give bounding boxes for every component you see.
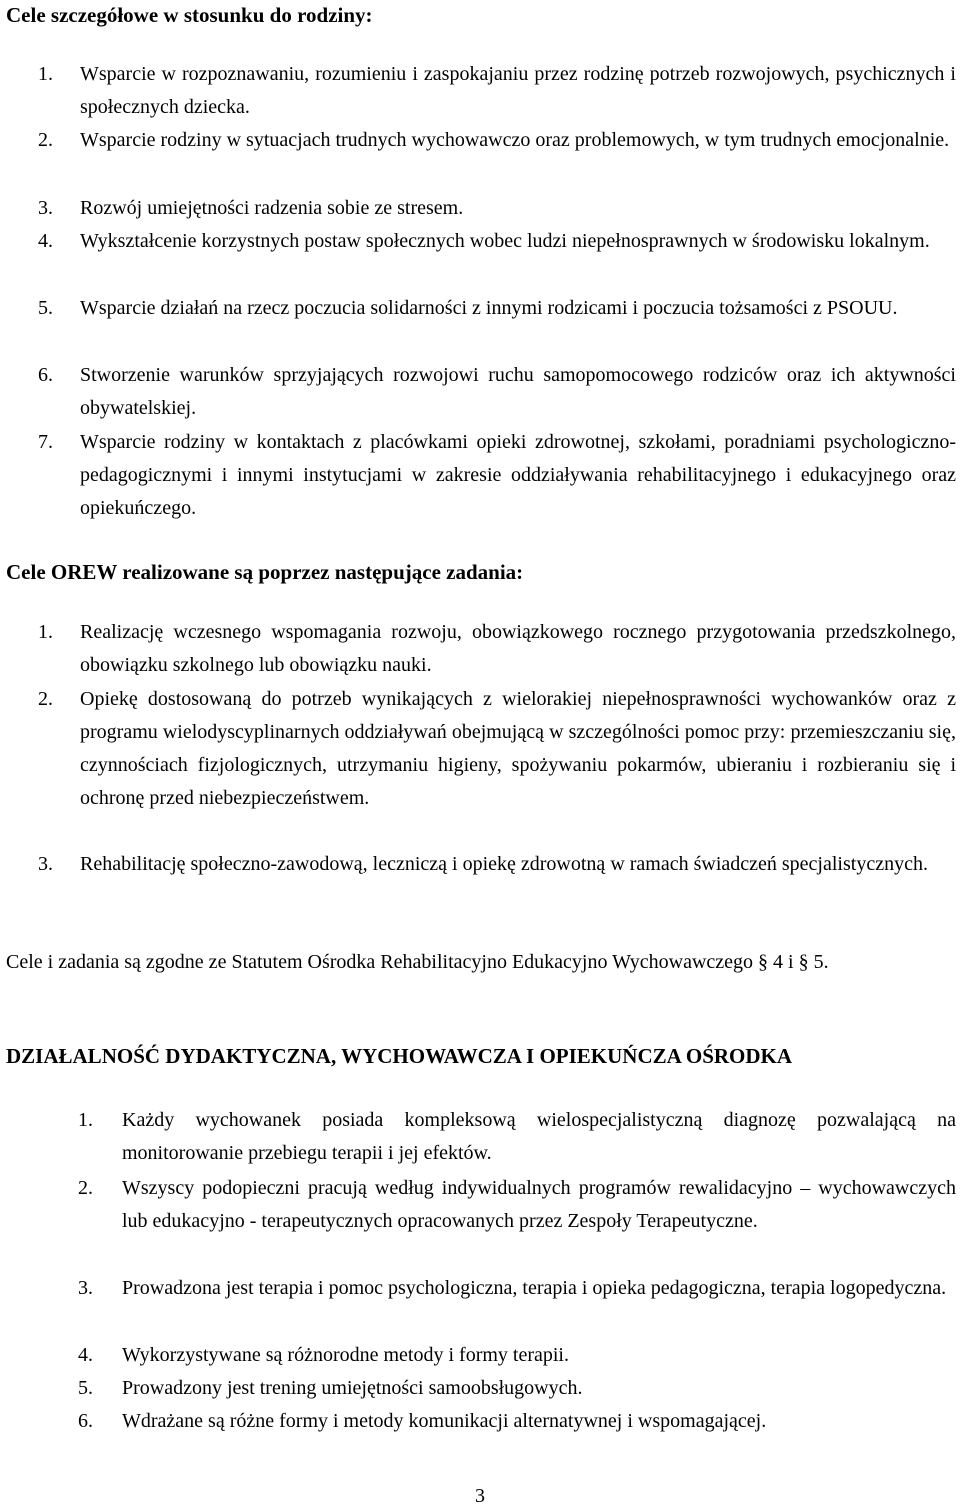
page-number: 3 xyxy=(475,1485,485,1507)
section-heading-family-goals: Cele szczegółowe w stosunku do rodziny: xyxy=(6,3,373,27)
section-heading-tasks: Cele OREW realizowane są poprzez następujące zadania: xyxy=(6,560,524,584)
section-heading-activity: DZIAŁALNOŚĆ DYDAKTYCZNA, WYCHOWAWCZA I OPIEKUŃCZA OŚRODKA xyxy=(6,1044,793,1068)
document-page: Cele szczegółowe w stosunku do rodziny: 1. Wsparcie w rozpoznawaniu, rozumieniu i zaspokajaniu przez rodzinę potrzeb rozwojowych, psychicznych i społecznych dziecka. 2. Wsparcie rodziny w sytuacjach trudnych wychowawczo oraz problemowych, w tym trudnych emocjonalnie. 3. Rozwój umiejętności radzenia sobie ze stresem. 4. Wykształcenie korzystnych postaw społecznych wobec ludzi niepełnosprawnych w środowisku lokalnym. 5. Wsparcie działań na rzecz poczucia solidarności z innymi rodzicami i poczucia tożsamości z PSOUU. 6. Stworzenie warunków sprzyjających rozwojowi ruchu samopomocowego rodziców oraz ich aktywności obywatelskiej. 7. Wsparcie rodziny w kontaktach z placówkami opieki zdrowotnej, szkołami, poradniami psychologiczno-pedagogicznymi i innymi instytucjami w zakresie oddziaływania rehabilitacyjnego i edukacyjnego oraz opiekuńczego. Cele OREW realizowane są poprzez następujące zadania: 1. Realizację wczesnego wspomagania rozwoju, obowiązkowego rocznego przygotowania przedszkolnego, obowiązku szkolnego lub obowiązku nauki. 2. Opiekę dostosowaną do potrzeb wynikających z wielorakiej niepełnosprawności wychowanków oraz z programu wielodyscyplinarnych oddziaływań obejmującą w szczególności pomoc przy: przemieszczaniu się, czynnościach fizjologicznych, utrzymaniu higieny, spożywaniu pokarmów, ubieraniu i rozbieraniu się i ochronę przed niebezpieczeństwem. 3. Rehabilitację społeczno-zawodową, leczniczą i opiekę zdrowotną w ramach świadczeń specjalistycznych. Cele i zadania są zgodne ze Statutem Ośrodka Rehabilitacyjno Edukacyjno Wychowawczego § 4 i § 5. DZIAŁALNOŚĆ DYDAKTYCZNA, WYCHOWAWCZA I OPIEKUŃCZA OŚRODKA 1. Każdy wychowanek posiada kompleksową wielospecjalistyczną diagnozę pozwalającą na monitorowanie przebiegu terapii i jej efektów. 2. Wszyscy podopieczni pracują według indywidualnych programów rewalidacyjno – wychowawczych lub edukacyjno - terapeutycznych opracowanych przez Zespoły Terapeutyczne. 3. Prowadzona jest terapia i pomoc psychologiczna, terapia i opieka pedagogiczna, terapia logopedyczna. 4. Wykorzystywane są różnorodne metody i formy terapii. 5. Prowadzony jest trening umiejętności samoobsługowych. 6. Wdrażane są różne formy i metody komunikacji alternatywnej i wspomagającej. 3 xyxy=(0,0,960,1509)
statute-note: Cele i zadania są zgodne ze Statutem Ośrodka Rehabilitacyjno Edukacyjno Wychowawczego § 4 i § 5. xyxy=(6,951,829,973)
